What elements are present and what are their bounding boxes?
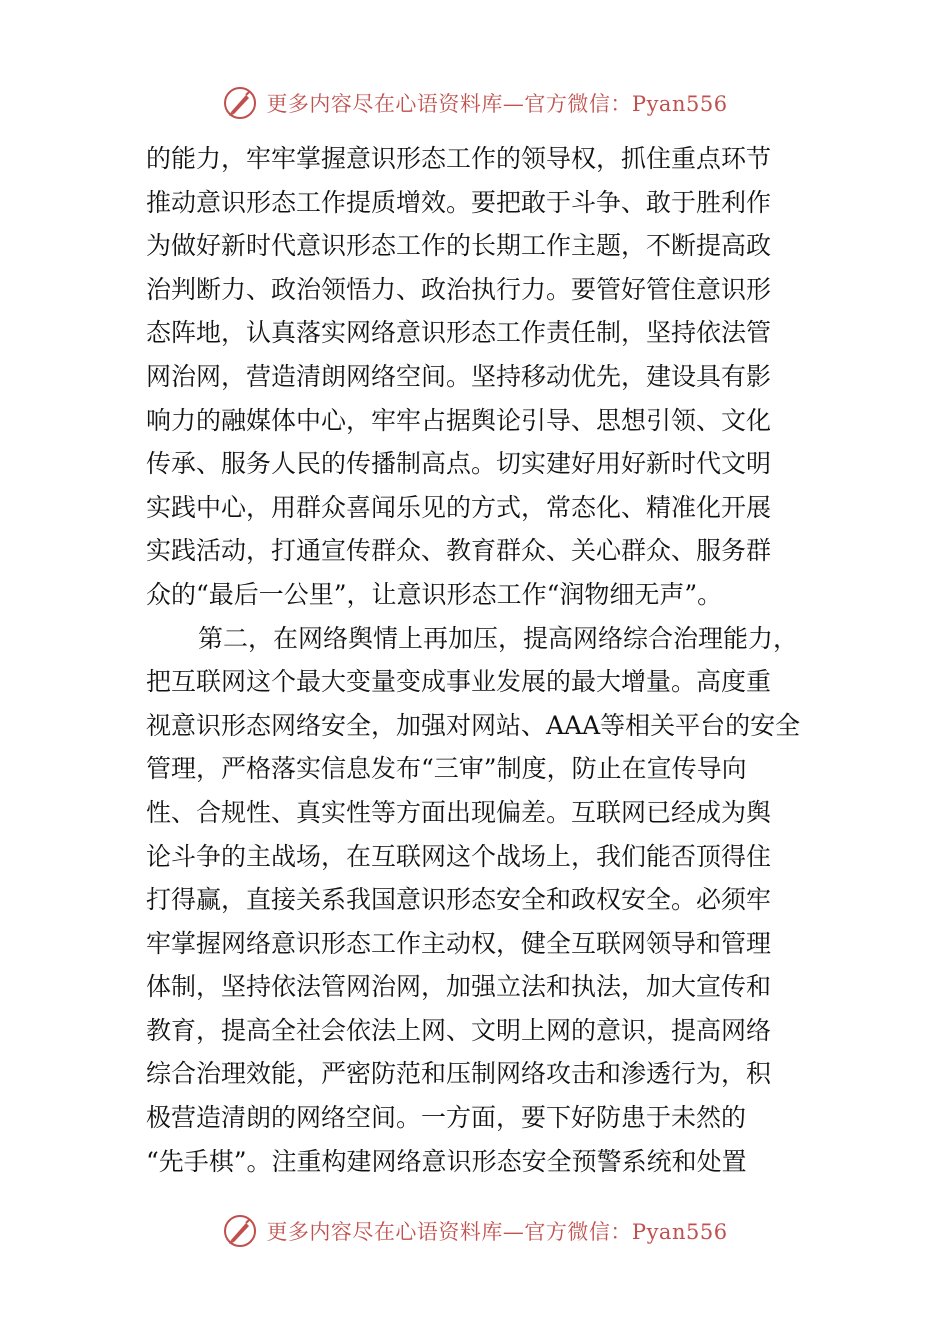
text-line: 极营造清朗的网络空间。一方面，要下好防患于未然的: [146, 1103, 747, 1133]
header-watermark-text: 更多内容尽在心语资料库—官方微信：Pyan556: [266, 92, 728, 116]
text-line: 的能力，牢牢掌握意识形态工作的领导权，抓住重点环节: [146, 144, 772, 173]
text-line: 体制，坚持依法管网治网，加强立法和执法，加大宣传和: [146, 972, 772, 1002]
text-line: 众的“最后一公里”，让意识形态工作“润物细无声”。: [146, 579, 723, 609]
text-line: 综合治理效能，严密防范和压制网络攻击和渗透行为，积: [146, 1059, 772, 1089]
text-line: “先手棋”。注重构建网络意识形态安全预警系统和处置: [146, 1146, 747, 1176]
text-line: 打得赢，直接关系我国意识形态安全和政权安全。必须牢: [146, 885, 772, 915]
text-line: 为做好新时代意识形态工作的长期工作主题，不断提高政: [146, 231, 772, 261]
paragraph-start-line: 第二，在网络舆情上再加压，提高网络综合治理能力，: [198, 623, 799, 653]
text-line: 视意识形态网络安全，加强对网站、AAA等相关平台的安全: [146, 710, 801, 740]
footer-watermark-text: 更多内容尽在心语资料库—官方微信：Pyan556: [266, 1220, 728, 1244]
pen-logo-icon: [222, 1213, 258, 1249]
text-line: 把互联网这个最大变量变成事业发展的最大增量。高度重: [146, 667, 772, 697]
text-line: 传承、服务人民的传播制高点。切实建好用好新时代文明: [146, 449, 772, 479]
header-watermark: [0, 83, 950, 123]
pen-logo-icon: [222, 85, 258, 121]
text-line: 管理，严格落实信息发布“三审”制度，防止在宣传导向: [146, 754, 747, 784]
text-line: 响力的融媒体中心，牢牢占据舆论引导、思想引领、文化: [146, 405, 772, 435]
text-line: 推动意识形态工作提质增效。要把敢于斗争、敢于胜利作: [146, 187, 772, 217]
text-line: 网治网，营造清朗网络空间。坚持移动优先，建设具有影: [146, 361, 772, 391]
text-line: 牢掌握网络意识形态工作主动权，健全互联网领导和管理: [146, 928, 772, 958]
text-line: 性、合规性、真实性等方面出现偏差。互联网已经成为舆: [146, 797, 772, 827]
footer-watermark: [0, 1211, 950, 1251]
text-line: 教育，提高全社会依法上网、文明上网的意识，提高网络: [146, 1015, 772, 1045]
document-body: [146, 137, 811, 1183]
text-line: 实践活动，打通宣传群众、教育群众、关心群众、服务群: [146, 536, 772, 566]
text-line: 实践中心，用群众喜闻乐见的方式，常态化、精准化开展: [146, 492, 772, 522]
text-line: 治判断力、政治领悟力、政治执行力。要管好管住意识形: [146, 274, 772, 304]
text-line: 态阵地，认真落实网络意识形态工作责任制，坚持依法管: [146, 318, 772, 348]
text-line: 论斗争的主战场，在互联网这个战场上，我们能否顶得住: [146, 841, 772, 871]
